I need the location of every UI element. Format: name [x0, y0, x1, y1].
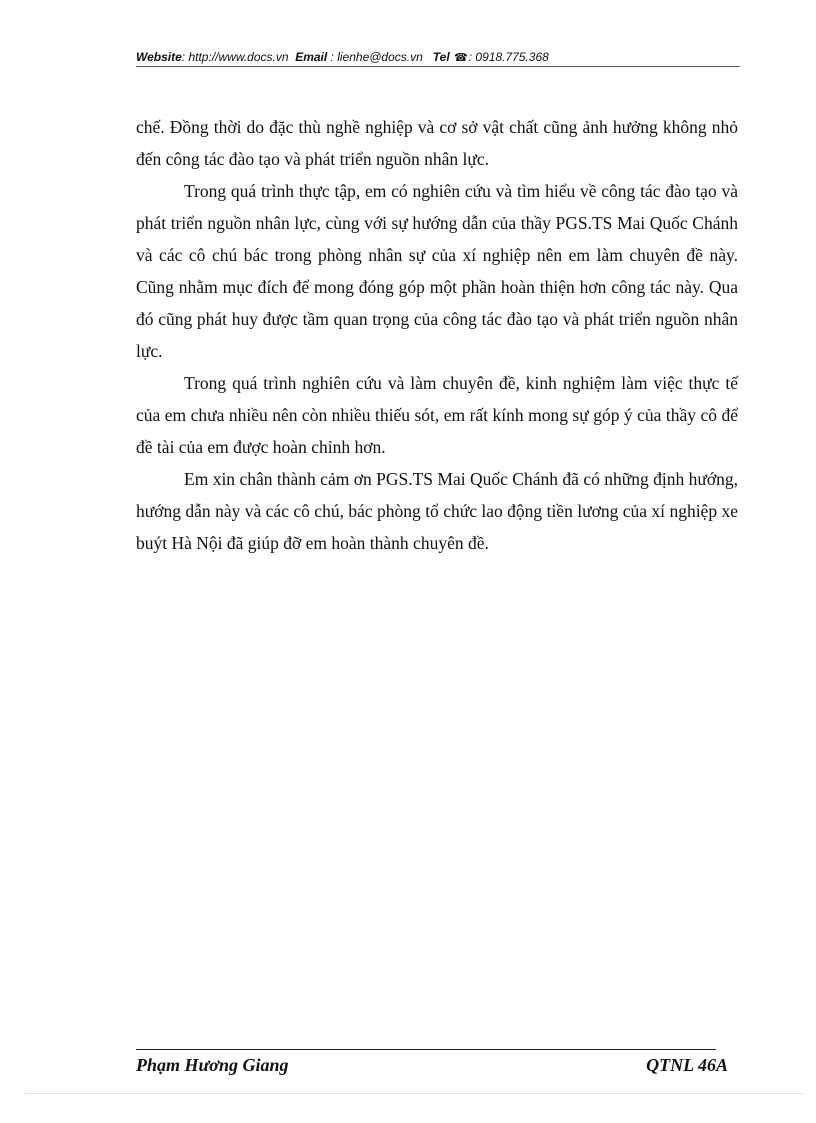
email-value: : lienhe@docs.vn [330, 50, 423, 64]
tel-value: : 0918.775.368 [468, 50, 549, 64]
paragraph-2: Trong quá trình thực tập, em có nghiên cứu và tìm hiểu về công tác đào tạo và phát triển nguồn nhân lực, cùng với sự hướng dẫn của thầy PGS.TS Mai Quốc Chánh và các cô chú bác trong phòng nhân sự của xí nghiệp nên em làm chuyên đề này. Cũng nhằm mục đích để mong đóng góp một phần hoàn thiện hơn công tác này. Qua đó cũng phát huy được tầm quan trọng của công tác đào tạo và phát triển nguồn nhân lực. [136, 181, 738, 361]
email-label: Email [295, 50, 328, 64]
page-bottom-border [24, 1093, 804, 1094]
paragraph-3: Trong quá trình nghiên cứu và làm chuyên đề, kinh nghiệm làm việc thực tế của em chưa nhiều nên còn nhiều thiếu sót, em rất kính mong sự góp ý của thầy cô để đề tài của em được hoàn chỉnh hơn. [136, 373, 738, 457]
header-divider [136, 66, 740, 67]
footer-author: Phạm Hương Giang [136, 1055, 289, 1075]
website-value: : http://www.docs.vn [181, 50, 289, 64]
phone-icon: ☎ [454, 52, 468, 64]
document-body [136, 111, 738, 559]
footer-class-code: QTNL 46A [646, 1055, 728, 1075]
website-label: Website [136, 50, 182, 64]
paragraph-1: chế. Đồng thời do đặc thù nghề nghiệp và cơ sở vật chất cũng ảnh hưởng không nhỏ đến công tác đào tạo và phát triển nguồn nhân lực. [136, 117, 738, 169]
page-header [136, 48, 740, 66]
tel-label: Tel [432, 50, 450, 64]
footer-divider [136, 1049, 716, 1050]
paragraph-4: Em xin chân thành cảm ơn PGS.TS Mai Quốc Chánh đã có những định hướng, hướng dẫn này và các cô chú, bác phòng tổ chức lao động tiền lương của xí nghiệp xe buýt Hà Nội đã giúp đỡ em hoàn thành chuyên đề. [136, 469, 738, 553]
